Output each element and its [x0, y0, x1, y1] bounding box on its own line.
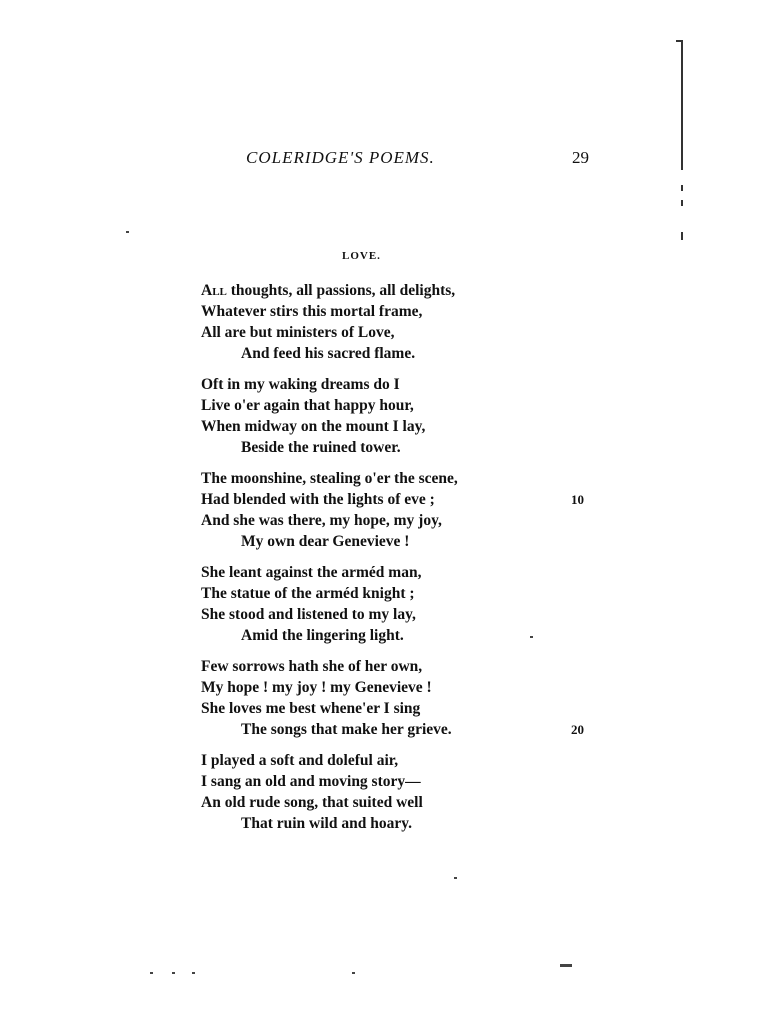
scan-speck	[172, 972, 175, 974]
poem-line-text: Beside the ruined tower.	[241, 439, 401, 456]
scan-edge-dash	[681, 200, 683, 206]
stanza	[201, 750, 621, 834]
scan-speck	[454, 877, 457, 879]
poem-line	[201, 322, 621, 343]
poem-line-text: All are but ministers of Love,	[201, 324, 395, 341]
poem-line-text: And she was there, my hope, my joy,	[201, 512, 442, 529]
poem-line	[201, 792, 621, 813]
poem-line-text: And feed his sacred flame.	[241, 345, 416, 362]
poem-line-text: Had blended with the lights of eve ;	[201, 491, 435, 508]
poem-line	[201, 374, 621, 395]
poem-line	[201, 698, 621, 719]
line-number: 10	[571, 492, 584, 507]
poem-line	[201, 343, 621, 364]
opening-word: All	[201, 282, 227, 299]
stanza	[201, 280, 621, 364]
scan-speck	[192, 972, 195, 974]
poem-line	[201, 813, 621, 834]
poem-line	[201, 604, 621, 625]
poem-line-text: My hope ! my joy ! my Genevieve !	[201, 679, 432, 696]
poem-line	[201, 750, 621, 771]
poem-line-text: She leant against the arméd man,	[201, 564, 422, 581]
poem-line-text: An old rude song, that suited well	[201, 794, 423, 811]
stanza	[201, 656, 621, 740]
poem-line-text: Live o'er again that happy hour,	[201, 397, 414, 414]
poem-line	[201, 510, 621, 531]
poem-line-text: Few sorrows hath she of her own,	[201, 658, 423, 675]
scan-edge-line	[681, 40, 683, 170]
poem-line-text: Whatever stirs this mortal frame,	[201, 303, 423, 320]
scan-speck	[150, 972, 153, 974]
poem-line-text: Oft in my waking dreams do I	[201, 376, 400, 393]
poem-line-text: That ruin wild and hoary.	[241, 815, 412, 832]
poem-line	[201, 656, 621, 677]
poem-line	[201, 719, 621, 740]
stanza	[201, 562, 621, 646]
scan-speck	[352, 972, 355, 974]
poem-line-text: When midway on the mount I lay,	[201, 418, 426, 435]
scan-speck	[530, 636, 533, 638]
poem-line	[201, 531, 621, 552]
poem-line-text: thoughts, all passions, all delights,	[226, 282, 456, 299]
page-number: 29	[572, 148, 589, 167]
scan-edge-dash	[681, 185, 683, 191]
poem-line-text: She stood and listened to my lay,	[201, 606, 416, 623]
running-title: COLERIDGE'S POEMS.	[246, 148, 435, 167]
line-number: 20	[571, 722, 584, 737]
poem-line	[201, 562, 621, 583]
poem-line-text: I sang an old and moving story—	[201, 773, 421, 790]
poem-line	[201, 301, 621, 322]
poem-title: LOVE.	[342, 250, 381, 262]
poem-line-text: Amid the lingering light.	[241, 627, 404, 644]
stanza	[201, 468, 621, 552]
scan-edge-dash	[681, 232, 683, 240]
poem-line	[201, 677, 621, 698]
poem-line	[201, 771, 621, 792]
poem-line	[201, 489, 621, 510]
poem-line-text: I played a soft and doleful air,	[201, 752, 399, 769]
poem-line-text: The moonshine, stealing o'er the scene,	[201, 470, 458, 487]
poem-line-text: She loves me best whene'er I sing	[201, 700, 421, 717]
poem-line	[201, 468, 621, 489]
poem-line	[201, 416, 621, 437]
poem-line-text: The statue of the arméd knight ;	[201, 585, 415, 602]
scan-speck	[126, 231, 129, 233]
stanza	[201, 374, 621, 458]
poem-line	[201, 280, 621, 301]
poem-body	[201, 280, 621, 844]
poem-line-text: My own dear Genevieve !	[241, 533, 410, 550]
poem-line	[201, 395, 621, 416]
scan-speck	[560, 964, 572, 967]
poem-line-text: The songs that make her grieve.	[241, 721, 452, 738]
poem-line	[201, 437, 621, 458]
poem-line	[201, 625, 621, 646]
poem-line	[201, 583, 621, 604]
